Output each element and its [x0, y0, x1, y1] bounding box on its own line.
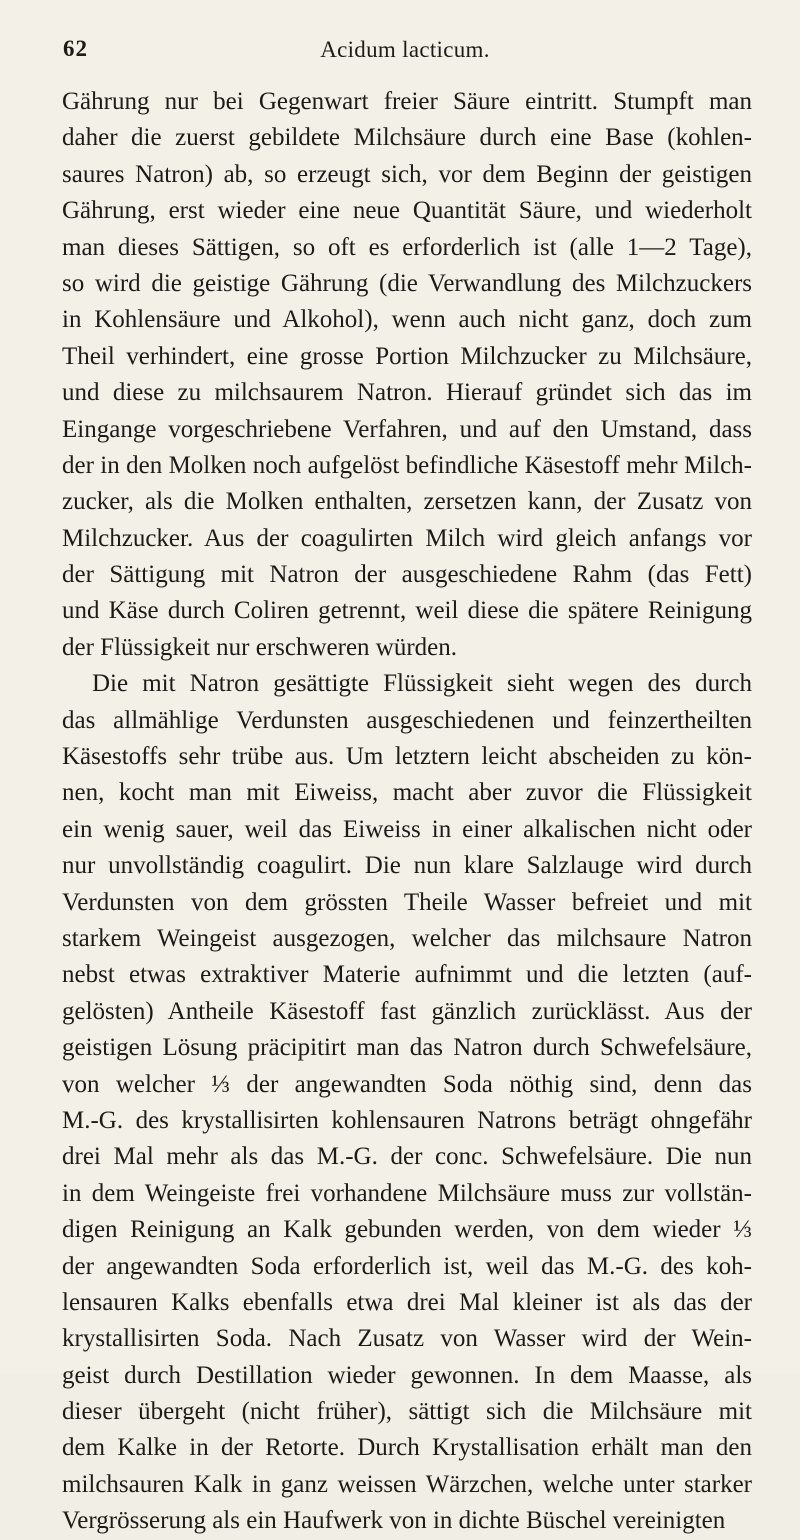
- text-line: M.-G. des krystallisirten kohlensauren Natrons beträgt ohngefähr: [62, 1106, 752, 1134]
- text-line: dem Kalke in der Retorte. Durch Krystallisation erhält man den: [62, 1434, 752, 1462]
- text-line: Vergrösserung als ein Haufwerk von in dichte Büschel vereinigten: [62, 1507, 726, 1535]
- text-line: und diese zu milchsaurem Natron. Hierauf gründet sich das im: [62, 379, 752, 407]
- text-line: krystallisirten Soda. Nach Zusatz von Wasser wird der Wein-: [62, 1325, 752, 1353]
- text-line: der angewandten Soda erforderlich ist, weil das M.-G. des koh-: [62, 1252, 752, 1280]
- text-line: das allmählige Verdunsten ausgeschiedenen und feinzertheilten: [62, 706, 752, 734]
- text-line: der in den Molken noch aufgelöst befindliche Käsestoff mehr Milch-: [62, 451, 752, 479]
- text-line: der Flüssigkeit nur erschweren würden.: [62, 633, 458, 661]
- text-line: daher die zuerst gebildete Milchsäure durch eine Base (kohlen-: [62, 124, 752, 152]
- running-title: Acidum lacticum.: [320, 37, 490, 62]
- text-line: der Sättigung mit Natron der ausgeschiedene Rahm (das Fett): [62, 561, 752, 589]
- text-line: Gährung, erst wieder eine neue Quantität Säure, und wiederholt: [62, 197, 752, 225]
- text-line: Die mit Natron gesättigte Flüssigkeit sieht wegen des durch: [92, 670, 752, 698]
- text-line: dieser übergeht (nicht früher), sättigt sich die Milchsäure mit: [62, 1398, 752, 1426]
- text-line: nur unvollständig coagulirt. Die nun klare Salzlauge wird durch: [62, 852, 752, 880]
- text-line: digen Reinigung an Kalk gebunden werden, von dem wieder ⅓: [62, 1216, 752, 1244]
- text-line: Eingange vorgeschriebene Verfahren, und auf den Umstand, dass: [62, 415, 752, 443]
- text-line: so wird die geistige Gährung (die Verwandlung des Milchzuckers: [62, 269, 752, 297]
- page-header: [60, 36, 750, 66]
- text-line: von welcher ⅓ der angewandten Soda nöthig sind, denn das: [62, 1070, 752, 1098]
- text-line: zucker, als die Molken enthalten, zersetzen kann, der Zusatz von: [62, 488, 752, 516]
- text-line: nen, kocht man mit Eiweiss, macht aber zuvor die Flüssigkeit: [62, 779, 752, 807]
- text-line: milchsauren Kalk in ganz weissen Wärzchen, welche unter starker: [62, 1470, 752, 1498]
- text-line: geist durch Destillation wieder gewonnen. In dem Maasse, als: [62, 1361, 752, 1389]
- text-line: in dem Weingeiste frei vorhandene Milchsäure muss zur vollstän-: [62, 1179, 752, 1207]
- text-line: Theil verhindert, eine grosse Portion Milchzucker zu Milchsäure,: [62, 342, 752, 370]
- page-number: 62: [63, 36, 88, 61]
- text-line: man dieses Sättigen, so oft es erforderlich ist (alle 1—2 Tage),: [62, 233, 752, 261]
- text-line: lensauren Kalks ebenfalls etwa drei Mal kleiner ist als das der: [62, 1288, 752, 1316]
- body-text: [62, 84, 752, 1540]
- paragraph: [62, 666, 752, 1539]
- text-line: Milchzucker. Aus der coagulirten Milch wird gleich anfangs vor: [62, 524, 752, 552]
- text-line: gelösten) Antheile Käsestoff fast gänzlich zurücklässt. Aus der: [62, 997, 752, 1025]
- text-line: Gährung nur bei Gegenwart freier Säure eintritt. Stumpft man: [62, 88, 752, 115]
- text-line: drei Mal mehr als das M.-G. der conc. Schwefelsäure. Die nun: [62, 1143, 752, 1171]
- paragraph: [62, 84, 752, 666]
- text-line: geistigen Lösung präcipitirt man das Natron durch Schwefelsäure,: [62, 1034, 752, 1062]
- text-line: Verdunsten von dem grössten Theile Wasser befreiet und mit: [62, 888, 752, 916]
- text-line: in Kohlensäure und Alkohol), wenn auch nicht ganz, doch zum: [62, 306, 752, 334]
- text-line: nebst etwas extraktiver Materie aufnimmt und die letzten (auf-: [62, 961, 752, 989]
- text-line: starkem Weingeist ausgezogen, welcher das milchsaure Natron: [62, 924, 752, 952]
- text-line: ein wenig sauer, weil das Eiweiss in einer alkalischen nicht oder: [62, 815, 752, 843]
- text-line: Käsestoffs sehr trübe aus. Um letztern leicht abscheiden zu kön-: [62, 743, 752, 771]
- text-line: saures Natron) ab, so erzeugt sich, vor dem Beginn der geistigen: [62, 160, 752, 188]
- text-line: und Käse durch Coliren getrennt, weil diese die spätere Reinigung: [62, 597, 752, 625]
